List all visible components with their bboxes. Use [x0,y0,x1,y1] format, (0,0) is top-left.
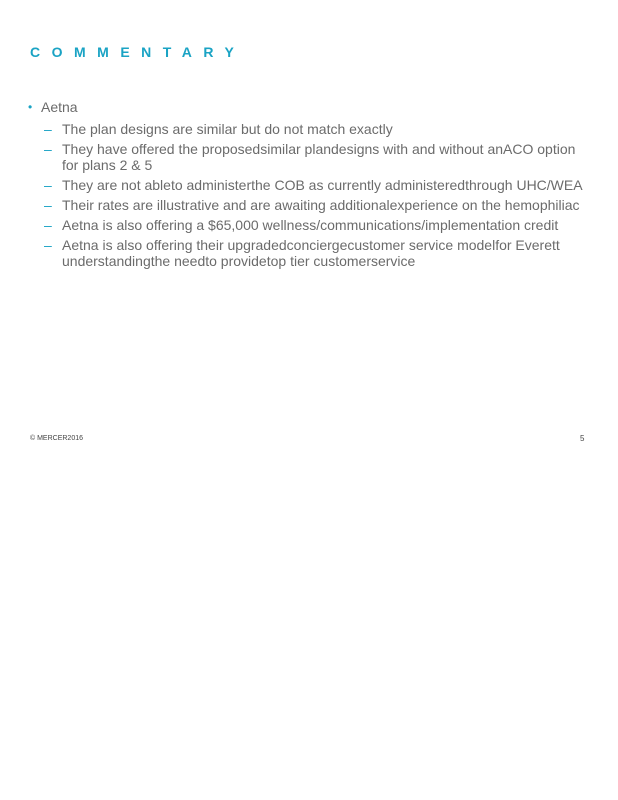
sub-bullet-item [44,177,588,193]
sub-bullet-text: They are not ableto administerthe COB as currently administeredthrough UHC/WEA [62,177,583,193]
bullet-aetna [28,99,588,116]
dash-icon: – [44,237,52,253]
dash-icon: – [44,197,52,213]
copyright-text: © MERCER2016 [30,435,84,442]
sub-bullet-item [44,121,588,137]
slide-title: COMMENTARY [30,44,246,60]
sub-bullet-item [44,237,588,269]
sub-bullet-text: They have offered the proposedsimilar plandesigns with and without anACO option for plans 2 & 5 [62,141,576,173]
page-number: 5 [580,434,585,443]
bullet-dot-icon: • [28,100,33,114]
sub-bullet-item [44,217,588,233]
dash-icon: – [44,141,52,157]
sub-bullet-item [44,197,588,213]
dash-icon: – [44,217,52,233]
sub-bullet-item [44,141,588,173]
commentary-content [28,99,588,273]
sub-bullet-text: Aetna is also offering their upgradedconciergecustomer service modelfor Everett understandingthe needto providetop tier customerservice [62,237,560,269]
sub-bullet-list [28,121,588,269]
dash-icon: – [44,121,52,137]
sub-bullet-text: The plan designs are similar but do not match exactly [62,121,393,137]
sub-bullet-text: Their rates are illustrative and are awaiting additionalexperience on the hemophiliac [62,197,580,213]
dash-icon: – [44,177,52,193]
bullet-label: Aetna [41,99,78,115]
sub-bullet-text: Aetna is also offering a $65,000 wellness/communications/implementation credit [62,217,559,233]
